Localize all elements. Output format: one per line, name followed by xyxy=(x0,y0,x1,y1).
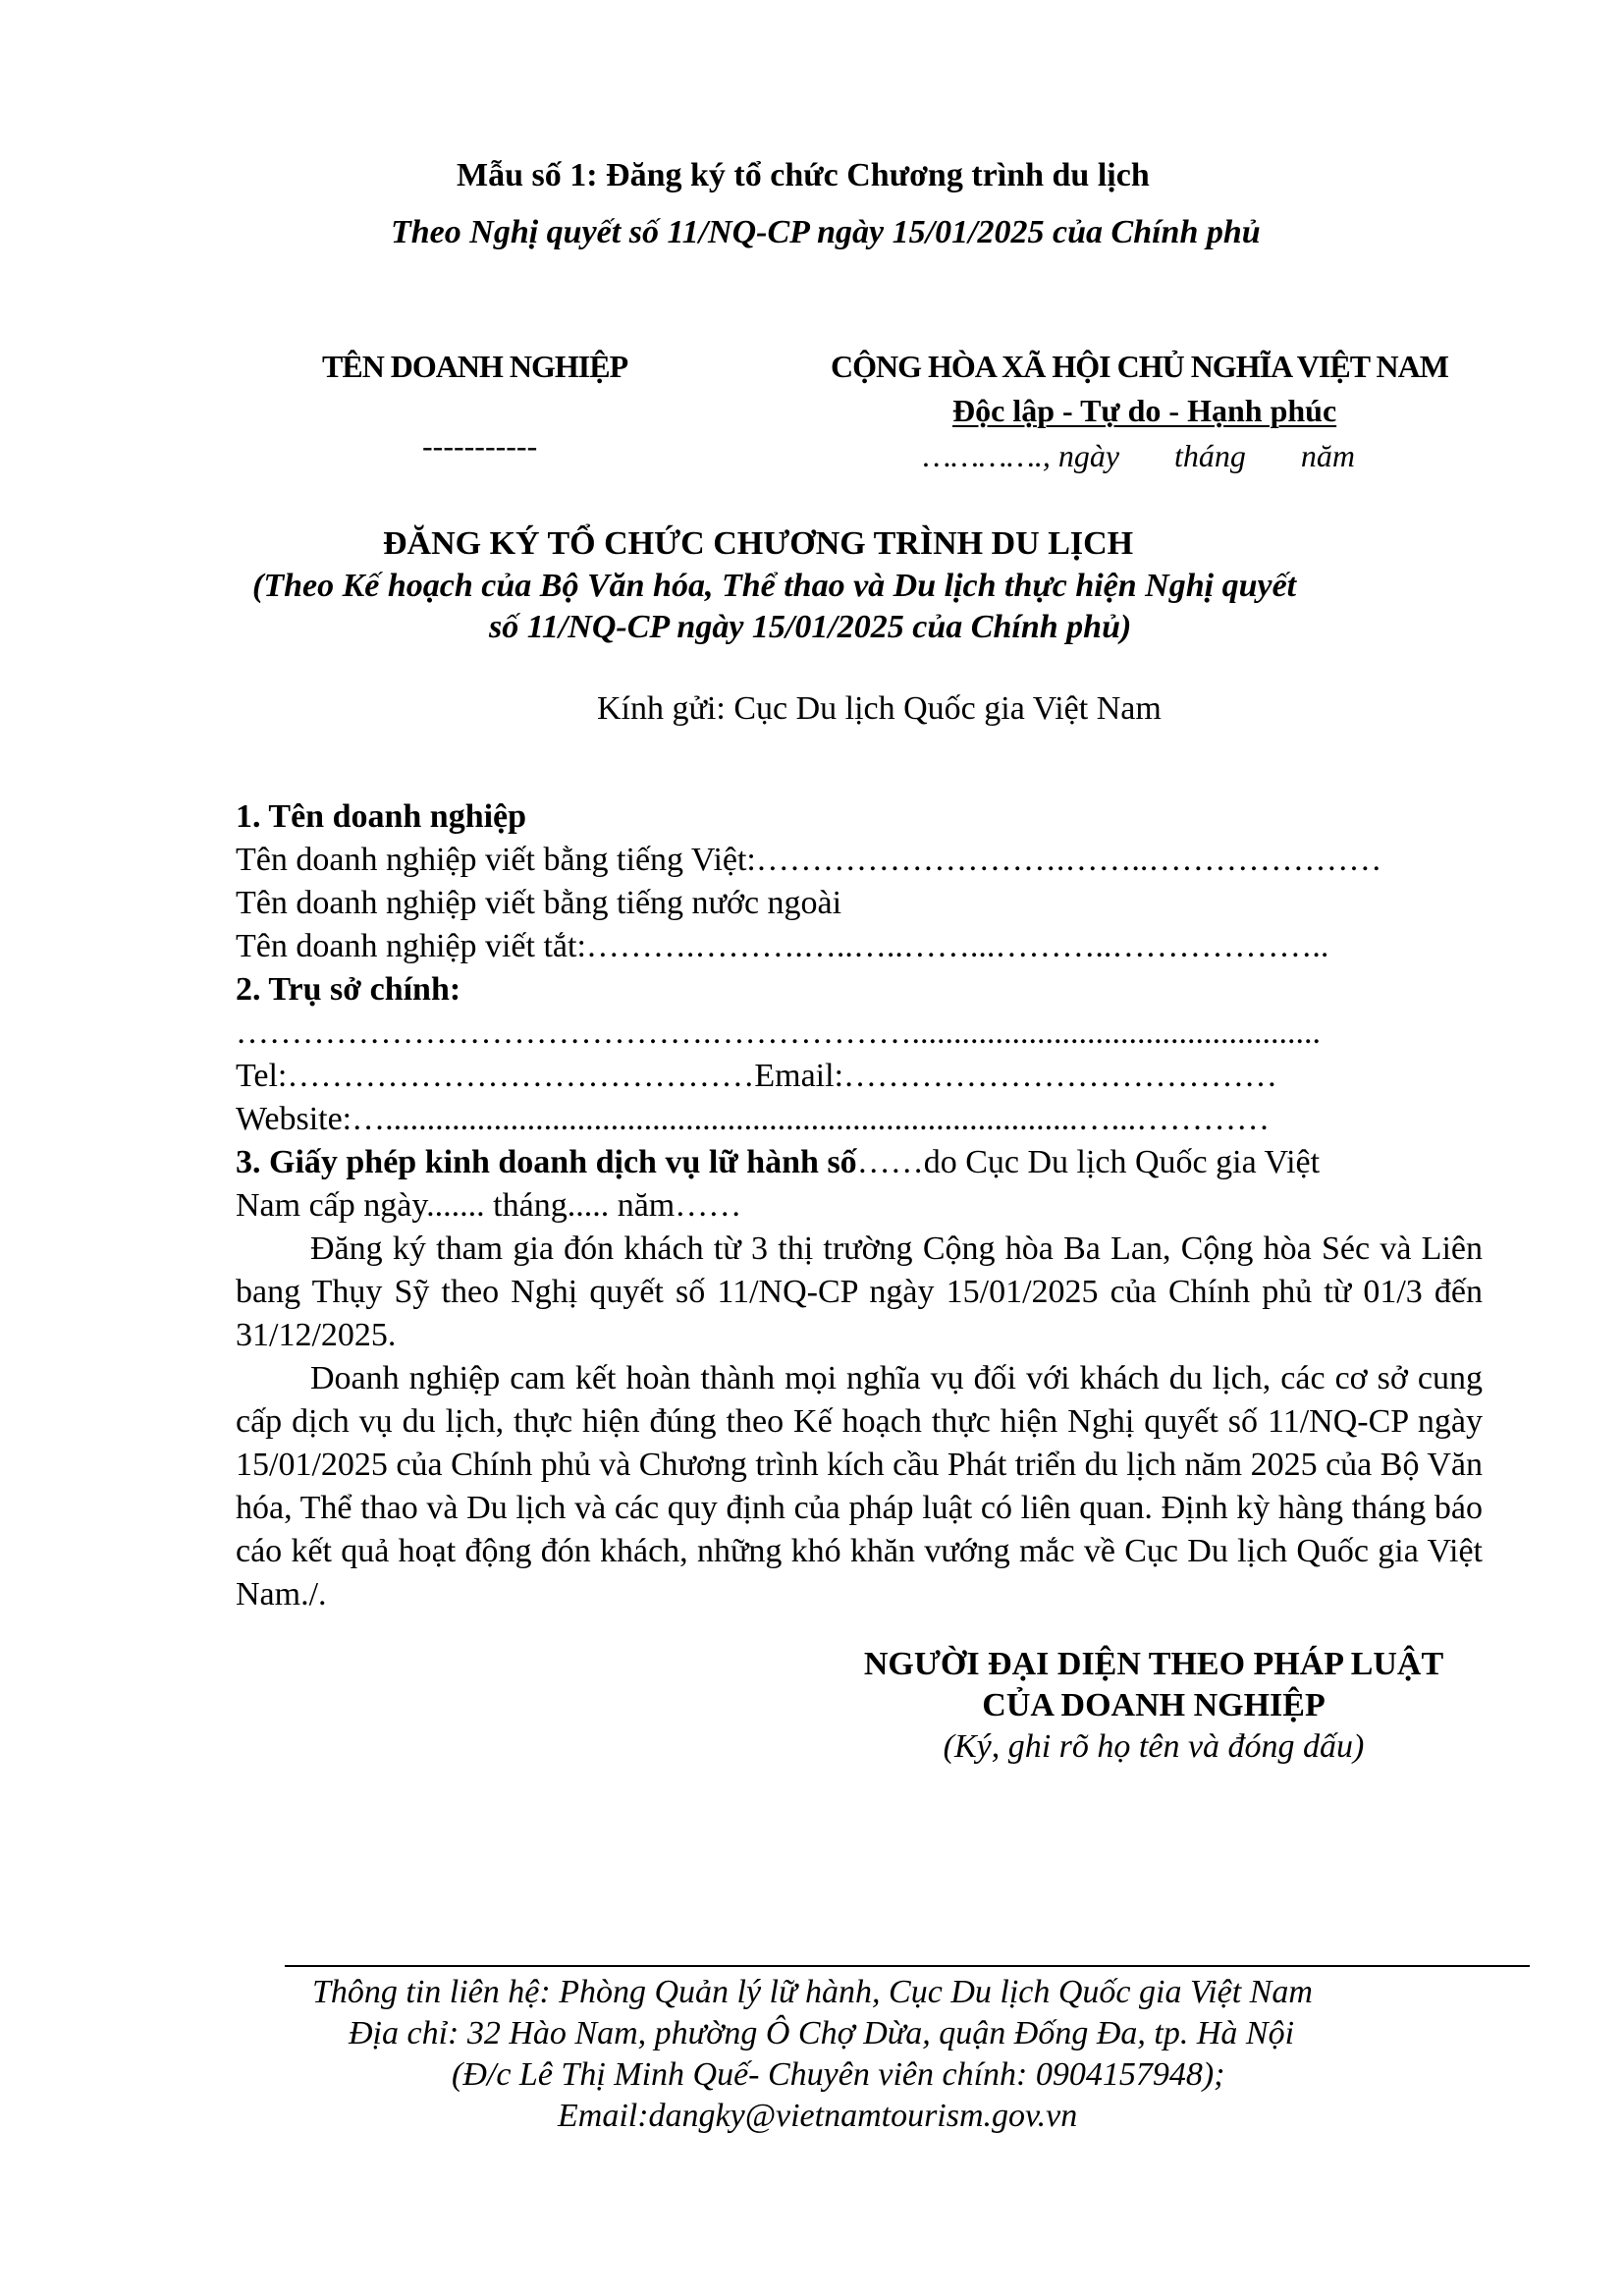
form-title: Mẫu số 1: Đăng ký tổ chức Chương trình du lịch xyxy=(457,157,1150,193)
company-name-placeholder: TÊN DOANH NGHIỆP xyxy=(322,349,628,384)
license-number-field[interactable]: ……do Cục Du lịch Quốc gia Việt xyxy=(856,1144,1321,1180)
contact-line1: Thông tin liên hệ: Phòng Quản lý lữ hành, Cục Du lịch Quốc gia Việt Nam xyxy=(312,1974,1313,2010)
vn-name-field[interactable]: Tên doanh nghiệp viết bằng tiếng Việt:……………………….……..………………… xyxy=(236,842,1382,878)
document-subtitle-line2: số 11/NQ-CP ngày 15/01/2025 của Chính phủ) xyxy=(489,609,1132,645)
document-title: ĐĂNG KÝ TỔ CHỨC CHƯƠNG TRÌNH DU LỊCH xyxy=(383,525,1134,562)
signature-note: (Ký, ghi rõ họ tên và đóng dấu) xyxy=(943,1728,1365,1765)
section2-heading: 2. Trụ sở chính: xyxy=(236,971,461,1008)
footer-divider xyxy=(285,1965,1530,1967)
recipient-line: Kính gửi: Cục Du lịch Quốc gia Việt Nam xyxy=(597,690,1162,727)
country-name: CỘNG HÒA XÃ HỘI CHỦ NGHĨA VIỆT NAM xyxy=(831,349,1448,384)
contact-email-link[interactable]: Email:dangky@vietnamtourism.gov.vn xyxy=(558,2098,1078,2134)
contact-address: Địa chỉ: 32 Hào Nam, phường Ô Chợ Dừa, quận Đống Đa, tp. Hà Nội xyxy=(349,2015,1295,2051)
signature-title-line2: CỦA DOANH NGHIỆP xyxy=(982,1687,1326,1723)
national-motto: Độc lập - Tự do - Hạnh phúc xyxy=(952,393,1337,428)
document-subtitle-line1: (Theo Kế hoạch của Bộ Văn hóa, Thể thao và Du lịch thực hiện Nghị quyết xyxy=(252,568,1297,604)
license-date-field[interactable]: Nam cấp ngày....... tháng..... năm…… xyxy=(236,1187,742,1224)
section1-heading: 1. Tên doanh nghiệp xyxy=(236,798,527,835)
address-field[interactable]: …………………………………….………………................................................. xyxy=(236,1014,1321,1051)
company-dashes: ----------- xyxy=(422,428,538,464)
section3-heading: 3. Giấy phép kinh doanh dịch vụ lữ hành số xyxy=(236,1144,857,1180)
website-field[interactable]: Website:…...................................................................................…...………… xyxy=(236,1101,1271,1137)
signature-title-line1: NGƯỜI ĐẠI DIỆN THEO PHÁP LUẬT xyxy=(863,1646,1444,1682)
short-name-field[interactable]: Tên doanh nghiệp viết tắt:……….……….…..…..……...………..……………….. xyxy=(236,928,1329,964)
form-subtitle: Theo Nghị quyết số 11/NQ-CP ngày 15/01/2025 của Chính phủ xyxy=(391,214,1261,250)
date-line: …………., ngày tháng năm xyxy=(923,438,1356,473)
foreign-name-field[interactable]: Tên doanh nghiệp viết bằng tiếng nước ngoài xyxy=(236,885,842,921)
contact-person: (Đ/c Lê Thị Minh Quế- Chuyên viên chính: 0904157948); xyxy=(452,2056,1225,2093)
tel-email-field[interactable]: Tel:……………………………………Email:………………………………… xyxy=(236,1058,1278,1094)
section3-line1 xyxy=(236,1141,1320,1184)
registration-paragraph: Đăng ký tham gia đón khách từ 3 thị trường Cộng hòa Ba Lan, Cộng hòa Séc và Liên bang Thụy Sỹ theo Nghị quyết số 11/NQ-CP ngày 15/01/2025 của Chính phủ từ 01/3 đến 31/12/2025. xyxy=(236,1230,1483,1353)
commitment-paragraph: Doanh nghiệp cam kết hoàn thành mọi nghĩa vụ đối với khách du lịch, các cơ sở cung cấp dịch vụ du lịch, thực hiện đúng theo Kế hoạch thực hiện Nghị quyết số 11/NQ-CP ngày 15/01/2025 của Chính phủ và Chương trình kích cầu Phát triển du lịch năm 2025 của Bộ Văn hóa, Thể thao và Du lịch và các quy định của pháp luật có liên quan. Định kỳ hàng tháng báo cáo kết quả hoạt động đón khách, những khó khăn vướng mắc về Cục Du lịch Quốc gia Việt Nam./. xyxy=(236,1360,1483,1613)
